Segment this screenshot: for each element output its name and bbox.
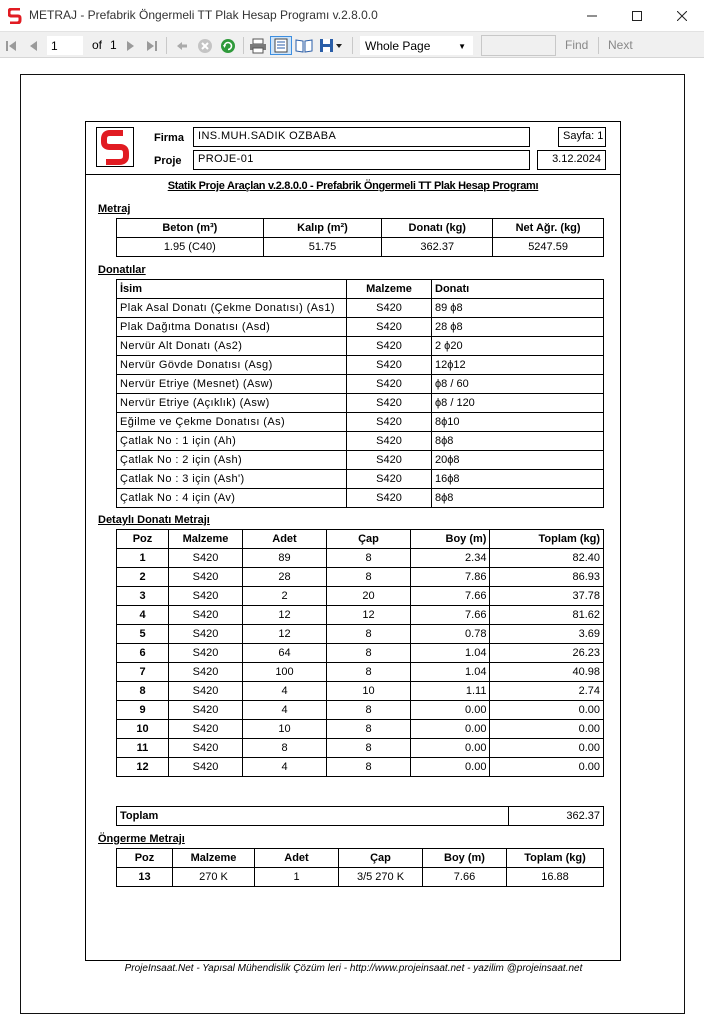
stop-icon — [197, 38, 213, 54]
material-cell: S420 — [169, 739, 243, 758]
report-date: 3.12.2024 — [537, 150, 606, 170]
metraj-table — [116, 218, 604, 257]
poz-cell: 7 — [117, 663, 169, 682]
length-cell: 7.66 — [411, 606, 490, 625]
donati-rebar-cell: ϕ8 / 120 — [432, 394, 604, 413]
poz-cell: 3 — [117, 587, 169, 606]
ongerme-header-cell: Boy (m) — [423, 849, 507, 868]
total-cell: 81.62 — [490, 606, 604, 625]
donati-rebar-cell: 16ϕ8 — [432, 470, 604, 489]
length-cell: 0.78 — [411, 625, 490, 644]
length-cell: 2.34 — [411, 549, 490, 568]
poz-cell: 11 — [117, 739, 169, 758]
table-row — [117, 356, 604, 375]
count-cell: 12 — [243, 606, 327, 625]
ongerme-header-cell: Malzeme — [173, 849, 255, 868]
diameter-cell: 8 — [327, 663, 411, 682]
detayli-header-cell: Adet — [243, 530, 327, 549]
detayli-header-cell: Boy (m) — [411, 530, 490, 549]
refresh-button[interactable] — [219, 36, 237, 55]
poz-cell: 4 — [117, 606, 169, 625]
donati-name-cell: Nervür Gövde Donatısı (Asg) — [117, 356, 347, 375]
total-cell: 86.93 — [490, 568, 604, 587]
report-page — [20, 74, 685, 1014]
count-cell: 64 — [243, 644, 327, 663]
title-bar — [0, 0, 704, 31]
ongerme-header-cell: Poz — [117, 849, 173, 868]
report-title: Statik Proje Araçlan v.2.8.0.0 - Prefabrik Öngermeli TT Plak Hesap Programı — [167, 180, 539, 192]
poz-cell: 12 — [117, 758, 169, 777]
toolbar-separator — [166, 37, 167, 54]
count-cell: 12 — [243, 625, 327, 644]
diameter-cell: 8 — [327, 549, 411, 568]
diameter-cell: 8 — [327, 701, 411, 720]
back-arrow-icon — [176, 40, 188, 52]
count-cell: 1 — [255, 868, 339, 887]
maximize-button[interactable] — [614, 0, 659, 31]
length-cell: 7.86 — [411, 568, 490, 587]
donati-rebar-cell: 89 ϕ8 — [432, 299, 604, 318]
back-button[interactable] — [174, 36, 190, 55]
app-logo-icon — [8, 8, 22, 24]
material-cell: S420 — [169, 568, 243, 587]
next-page-icon — [125, 40, 137, 52]
table-row — [117, 470, 604, 489]
last-page-button[interactable] — [145, 36, 159, 55]
table-row — [117, 413, 604, 432]
length-cell: 1.04 — [411, 663, 490, 682]
metraj-header-cell: Net Ağr. (kg) — [493, 219, 604, 238]
donati-name-cell: Çatlak No : 1 için (Ah) — [117, 432, 347, 451]
diameter-cell: 20 — [327, 587, 411, 606]
stop-button[interactable] — [196, 36, 214, 55]
total-label: Toplam — [117, 807, 509, 826]
detayli-total-table — [116, 806, 604, 826]
detayli-header-cell: Toplam (kg) — [490, 530, 604, 549]
company-logo-icon — [96, 127, 134, 167]
close-button[interactable] — [659, 0, 704, 31]
donati-rebar-cell: 28 ϕ8 — [432, 318, 604, 337]
count-cell: 10 — [243, 720, 327, 739]
report-footer: ProjeInsaat.Net - Yapısal Mühendislik Çözüm leri - http://www.projeinsaat.net - yazilim @projeinsaat.net — [124, 963, 583, 974]
report-viewport[interactable] — [0, 58, 704, 1030]
donati-rebar-cell: 8ϕ10 — [432, 413, 604, 432]
last-page-icon — [146, 40, 158, 52]
donati-name-cell: Nervür Alt Donatı (As2) — [117, 337, 347, 356]
table-row — [117, 701, 604, 720]
firma-value: INS.MUH.SADIK OZBABA — [193, 127, 530, 147]
diameter-cell: 10 — [327, 682, 411, 701]
length-cell: 0.00 — [411, 720, 490, 739]
window-title: METRAJ - Prefabrik Öngermeli TT Plak Hesap Programı v.2.8.0.0 — [29, 8, 378, 22]
table-row — [117, 625, 604, 644]
table-row — [117, 375, 604, 394]
close-icon — [677, 11, 687, 21]
zoom-select[interactable] — [359, 35, 474, 56]
find-button[interactable]: Find — [565, 38, 589, 52]
material-cell: S420 — [169, 720, 243, 739]
table-row — [117, 606, 604, 625]
diameter-cell: 8 — [327, 568, 411, 587]
donati-name-cell: Plak Dağıtma Donatısı (Asd) — [117, 318, 347, 337]
find-next-button[interactable]: Next — [608, 38, 633, 52]
length-cell: 7.66 — [411, 587, 490, 606]
total-cell: 0.00 — [490, 720, 604, 739]
poz-cell: 10 — [117, 720, 169, 739]
donati-material-cell: S420 — [347, 356, 432, 375]
minimize-button[interactable] — [569, 0, 614, 31]
detayli-header-cell: Poz — [117, 530, 169, 549]
total-cell: 2.74 — [490, 682, 604, 701]
table-row — [117, 394, 604, 413]
diameter-cell: 8 — [327, 739, 411, 758]
material-cell: S420 — [169, 758, 243, 777]
poz-cell: 6 — [117, 644, 169, 663]
metraj-header-cell: Kalıp (m²) — [263, 219, 382, 238]
diameter-cell: 8 — [327, 625, 411, 644]
poz-cell: 5 — [117, 625, 169, 644]
donati-rebar-cell: 12ϕ12 — [432, 356, 604, 375]
donati-material-cell: S420 — [347, 413, 432, 432]
donati-name-cell: Nervür Etriye (Açıklık) (Asw) — [117, 394, 347, 413]
diameter-cell: 8 — [327, 644, 411, 663]
donati-material-cell: S420 — [347, 318, 432, 337]
proje-label: Proje — [154, 155, 182, 167]
report-frame — [85, 121, 621, 961]
ongerme-heading: Öngerme Metrajı — [98, 833, 185, 845]
of-label: of — [92, 38, 103, 52]
poz-cell: 8 — [117, 682, 169, 701]
donatilar-header-cell: Malzeme — [347, 280, 432, 299]
donati-material-cell: S420 — [347, 432, 432, 451]
donati-rebar-cell: 20ϕ8 — [432, 451, 604, 470]
poz-cell: 2 — [117, 568, 169, 587]
table-row — [117, 587, 604, 606]
donati-name-cell: Plak Asal Donatı (Çekme Donatısı) (As1) — [117, 299, 347, 318]
firma-label: Firma — [154, 132, 184, 144]
page-setup-button[interactable] — [294, 36, 314, 55]
detayli-header-cell: Çap — [327, 530, 411, 549]
donati-material-cell: S420 — [347, 375, 432, 394]
donati-name-cell: Çatlak No : 3 için (Ash') — [117, 470, 347, 489]
metraj-heading: Metraj — [98, 203, 131, 215]
book-icon — [295, 38, 313, 53]
detayli-heading: Detaylı Donatı Metrajı — [98, 514, 210, 526]
length-cell: 0.00 — [411, 739, 490, 758]
table-row — [117, 318, 604, 337]
material-cell: S420 — [169, 701, 243, 720]
table-row — [117, 568, 604, 587]
table-row — [117, 758, 604, 777]
total-cell: 82.40 — [490, 549, 604, 568]
ongerme-header-cell: Toplam (kg) — [507, 849, 604, 868]
metraj-kalip-value: 51.75 — [263, 238, 382, 257]
table-row — [117, 644, 604, 663]
donati-rebar-cell: 2 ϕ20 — [432, 337, 604, 356]
ongerme-header-cell: Adet — [255, 849, 339, 868]
first-page-icon — [5, 40, 17, 52]
donati-rebar-cell: 8ϕ8 — [432, 432, 604, 451]
diameter-cell: 8 — [327, 720, 411, 739]
table-row — [117, 682, 604, 701]
poz-cell: 1 — [117, 549, 169, 568]
table-row — [117, 663, 604, 682]
metraj-net-agirlik-value: 5247.59 — [493, 238, 604, 257]
print-button[interactable] — [248, 36, 268, 55]
ongerme-header-cell: Çap — [339, 849, 423, 868]
diameter-cell: 8 — [327, 758, 411, 777]
count-cell: 8 — [243, 739, 327, 758]
detayli-header-cell: Malzeme — [169, 530, 243, 549]
donati-material-cell: S420 — [347, 489, 432, 508]
total-cell: 3.69 — [490, 625, 604, 644]
donati-name-cell: Çatlak No : 2 için (Ash) — [117, 451, 347, 470]
toolbar-separator — [243, 37, 244, 54]
minimize-icon — [587, 11, 597, 21]
previous-page-button[interactable] — [26, 36, 40, 55]
total-value: 362.37 — [509, 807, 604, 826]
total-cell: 0.00 — [490, 758, 604, 777]
count-cell: 4 — [243, 701, 327, 720]
donatilar-heading: Donatılar — [98, 264, 146, 276]
material-cell: S420 — [169, 663, 243, 682]
donati-name-cell: Eğilme ve Çekme Donatısı (As) — [117, 413, 347, 432]
length-cell: 7.66 — [423, 868, 507, 887]
total-cell: 37.78 — [490, 587, 604, 606]
table-row — [117, 868, 604, 887]
toolbar-separator — [598, 37, 599, 54]
metraj-donati-value: 362.37 — [382, 238, 493, 257]
table-row — [117, 720, 604, 739]
total-pages-label: 1 — [110, 38, 117, 52]
total-cell: 26.23 — [490, 644, 604, 663]
maximize-icon — [632, 11, 642, 21]
material-cell: S420 — [169, 549, 243, 568]
length-cell: 1.11 — [411, 682, 490, 701]
material-cell: S420 — [169, 587, 243, 606]
donati-name-cell: Nervür Etriye (Mesnet) (Asw) — [117, 375, 347, 394]
printer-icon — [249, 38, 267, 54]
chevron-down-icon: ▼ — [458, 42, 466, 51]
donati-rebar-cell: ϕ8 / 60 — [432, 375, 604, 394]
table-row — [117, 739, 604, 758]
save-icon — [319, 38, 343, 54]
table-row — [117, 549, 604, 568]
count-cell: 89 — [243, 549, 327, 568]
total-cell: 40.98 — [490, 663, 604, 682]
metraj-beton-value: 1.95 (C40) — [117, 238, 264, 257]
material-cell: S420 — [169, 644, 243, 663]
detayli-donati-table — [116, 529, 604, 777]
material-cell: 270 K — [173, 868, 255, 887]
next-page-button[interactable] — [124, 36, 138, 55]
previous-page-icon — [27, 40, 39, 52]
total-cell: 0.00 — [490, 739, 604, 758]
table-row — [117, 489, 604, 508]
diameter-cell: 12 — [327, 606, 411, 625]
zoom-value: Whole Page — [365, 39, 431, 53]
donatilar-header-cell: İsim — [117, 280, 347, 299]
donati-name-cell: Çatlak No : 4 için (Av) — [117, 489, 347, 508]
metraj-header-cell: Beton (m³) — [117, 219, 264, 238]
toolbar-separator — [352, 37, 353, 54]
material-cell: S420 — [169, 625, 243, 644]
donatilar-header-cell: Donatı — [432, 280, 604, 299]
refresh-icon — [220, 38, 236, 54]
material-cell: S420 — [169, 682, 243, 701]
count-cell: 2 — [243, 587, 327, 606]
material-cell: S420 — [169, 606, 243, 625]
page-number-input[interactable] — [47, 36, 83, 55]
donati-material-cell: S420 — [347, 470, 432, 489]
page-layout-icon — [274, 38, 288, 53]
donati-rebar-cell: 8ϕ8 — [432, 489, 604, 508]
count-cell: 28 — [243, 568, 327, 587]
donatilar-table — [116, 279, 604, 508]
proje-value: PROJE-01 — [193, 150, 530, 170]
length-cell: 0.00 — [411, 701, 490, 720]
page-number-box: Sayfa: 1 — [558, 127, 606, 147]
length-cell: 1.04 — [411, 644, 490, 663]
find-input[interactable] — [481, 35, 556, 56]
export-button[interactable] — [318, 36, 344, 55]
total-cell: 0.00 — [490, 701, 604, 720]
header-divider — [86, 174, 620, 175]
length-cell: 0.00 — [411, 758, 490, 777]
table-row — [117, 337, 604, 356]
donati-material-cell: S420 — [347, 337, 432, 356]
poz-cell: 9 — [117, 701, 169, 720]
donati-material-cell: S420 — [347, 394, 432, 413]
print-layout-button[interactable] — [270, 36, 292, 55]
total-cell: 16.88 — [507, 868, 604, 887]
table-row — [117, 299, 604, 318]
table-row — [117, 432, 604, 451]
ongerme-table — [116, 848, 604, 887]
metraj-header-cell: Donatı (kg) — [382, 219, 493, 238]
count-cell: 4 — [243, 682, 327, 701]
count-cell: 100 — [243, 663, 327, 682]
poz-cell: 13 — [117, 868, 173, 887]
donati-material-cell: S420 — [347, 299, 432, 318]
table-row — [117, 451, 604, 470]
donati-material-cell: S420 — [347, 451, 432, 470]
diameter-cell: 3/5 270 K — [339, 868, 423, 887]
first-page-button[interactable] — [4, 36, 18, 55]
count-cell: 4 — [243, 758, 327, 777]
viewer-toolbar — [0, 31, 704, 58]
